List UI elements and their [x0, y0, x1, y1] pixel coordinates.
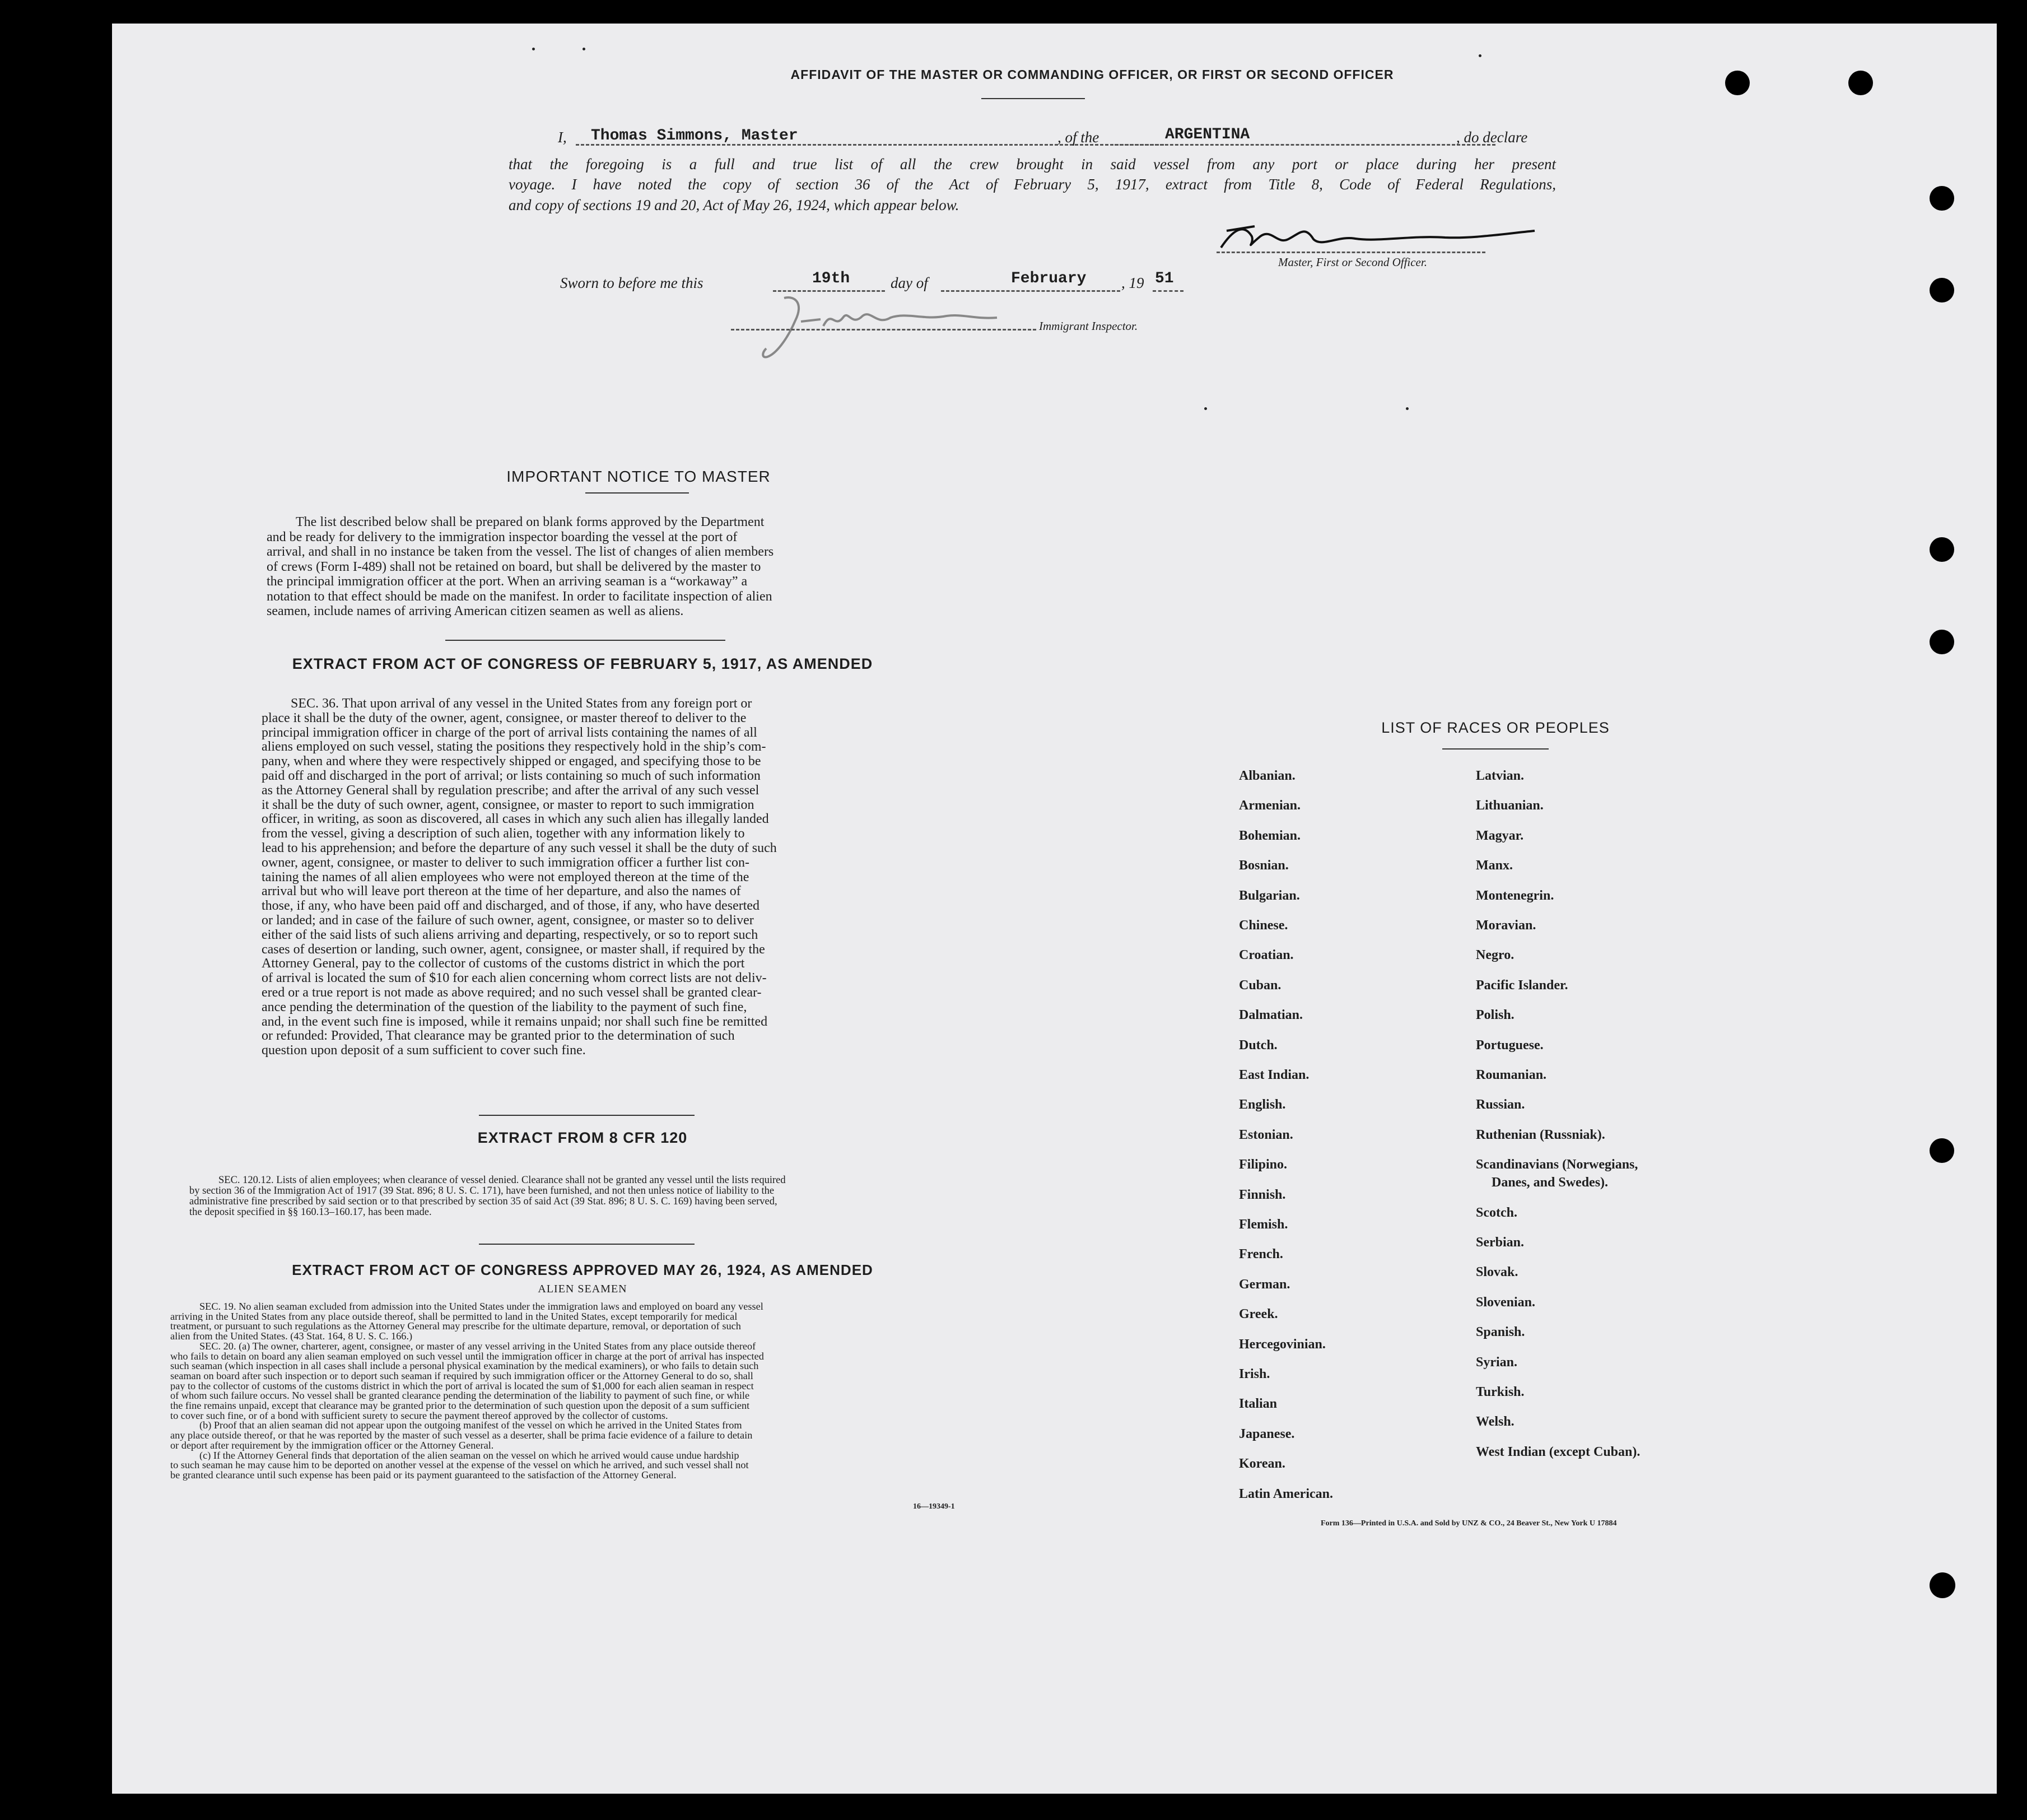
- race-entry: Greek.: [1239, 1307, 1278, 1322]
- text-line: either of the said lists of such aliens arriving and departing, respectively, or so to report such: [262, 928, 758, 942]
- text-line: by section 36 of the Immigration Act of 1917 (39 Stat. 896; 8 U. S. C. 171), have been furnished, and not then unless notice of liability to the: [189, 1186, 775, 1197]
- text-line: arrival, and shall in no instance be taken from the vessel. The list of changes of alien members: [267, 544, 774, 559]
- text-line: of arrival is located the sum of $10 for each alien concerning whom correct lists are not deliv-: [262, 971, 767, 986]
- text-line: from the vessel, giving a description of such alien, together with any information likely to: [262, 827, 745, 841]
- race-entry: Dutch.: [1239, 1037, 1278, 1053]
- binder-hole: [1930, 1572, 1955, 1598]
- text-line: and be ready for delivery to the immigration inspector boarding the vessel at the port of: [267, 529, 738, 544]
- race-entry: Bulgarian.: [1239, 888, 1300, 903]
- race-entry: Scandinavians (Norwegians,: [1476, 1157, 1638, 1172]
- cfr-heading: EXTRACT FROM 8 CFR 120: [477, 1129, 688, 1146]
- month-field: February: [1011, 270, 1087, 287]
- race-entry: Croatian.: [1239, 948, 1294, 963]
- race-entry: Magyar.: [1476, 828, 1524, 843]
- text-line: arriving in the United States from any place outside thereof, shall be permitted to land in the United States, except temporarily for medical: [170, 1311, 738, 1322]
- race-entry: Japanese.: [1239, 1426, 1295, 1441]
- race-entry: Lithuanian.: [1476, 798, 1544, 813]
- divider: [445, 640, 725, 641]
- text-line: notation to that effect should be made on the manifest. In order to facilitate inspection of alien: [267, 589, 772, 604]
- text-line: SEC. 19. No alien seaman excluded from admission into the United States under the immigration laws and employed on board any vessel: [199, 1302, 763, 1312]
- divider: [479, 1244, 695, 1245]
- inspector-caption: Immigrant Inspector.: [1039, 319, 1138, 333]
- text-line: place it shall be the duty of the owner, agent, consignee, or master thereof to deliver to the: [262, 711, 747, 725]
- race-entry: Latvian.: [1476, 769, 1525, 783]
- race-entry: Italian: [1239, 1397, 1278, 1412]
- divider: [981, 98, 1085, 99]
- affidavit-i: I,: [558, 129, 567, 146]
- signature-line: [1217, 252, 1485, 253]
- race-entry: Syrian.: [1476, 1354, 1518, 1370]
- divider: [585, 492, 689, 494]
- text-line: pany, when and where they were respectively shipped or engaged, and specifying those to be: [262, 755, 761, 769]
- race-entry: Welsh.: [1476, 1414, 1515, 1430]
- form-page: [112, 24, 1997, 1794]
- race-entry: English.: [1239, 1097, 1286, 1113]
- race-entry: Manx.: [1476, 858, 1513, 873]
- race-entry: Serbian.: [1476, 1235, 1525, 1250]
- text-line: alien from the United States. (43 Stat. 164, 8 U. S. C. 166.): [170, 1332, 413, 1342]
- text-line: question upon deposit of a sum sufficient to cover such fine.: [262, 1044, 586, 1058]
- year-prefix: , 19: [1121, 274, 1144, 291]
- race-entry: Chinese.: [1239, 918, 1288, 933]
- act1917-body: [262, 697, 898, 1058]
- race-entry: Portuguese.: [1476, 1037, 1544, 1053]
- race-entry: Danes, and Swedes).: [1492, 1175, 1609, 1190]
- race-entry: Montenegrin.: [1476, 888, 1554, 903]
- of-the-label: , of the: [1057, 129, 1099, 146]
- text-line: it shall be the duty of such owner, agent, consignee, or master to report to such immigration: [262, 798, 754, 812]
- text-line: any place outside thereof, or that he was reported by the master of such vessel as a deserter, shall be prima facie evidence of a failure to detain: [170, 1431, 753, 1441]
- text-line: the principal immigration officer at the port. When an arriving seaman is a “workaway” a: [267, 574, 748, 589]
- race-entry: Roumanian.: [1476, 1068, 1547, 1082]
- race-entry: West Indian (except Cuban).: [1476, 1444, 1641, 1459]
- text-line: The list described below shall be prepared on blank forms approved by the Department: [296, 515, 765, 529]
- race-entry: Filipino.: [1239, 1157, 1288, 1172]
- text-line: seaman on board after such inspection or to deport such seaman if required by such immigration officer or the Attorney General to do so, shall: [170, 1371, 753, 1381]
- speck: [583, 48, 585, 50]
- text-line: who fails to detain on board any alien seaman employed on such vessel until the immigration officer in charge at the port of arrival has inspected: [170, 1351, 764, 1362]
- races-heading: LIST OF RACES OR PEOPLES: [1381, 719, 1610, 736]
- text-line: lead to his apprehension; and before the departure of any such vessel it shall be the duty of such: [262, 841, 777, 855]
- text-line: or landed; and in case of the failure of such owner, agent, consignee, or master so to deliver: [262, 913, 754, 928]
- race-entry: Hercegovinian.: [1239, 1337, 1326, 1352]
- vessel-name-field: ARGENTINA: [1165, 126, 1250, 143]
- text-line: the deposit specified in §§ 160.13–160.17, has been made.: [189, 1207, 432, 1218]
- text-line: owner, agent, consignee, or master to deliver to such immigration officer a further list con-: [262, 855, 749, 870]
- text-line: cases of desertion or landing, such owner, agent, consignee, or master shall, if required by the: [262, 942, 765, 957]
- text-line: ance pending the determination of the question of the liability to the payment of such fine,: [262, 1000, 747, 1014]
- text-line: to such seaman he may cause him to be deported on another vessel at the expense of the vessel on which he arrived, and such vessel shall not: [170, 1460, 749, 1470]
- text-line: treatment, or pursuant to such regulations as the Attorney General may prescribe for the ultimate departure, removal, or deportation of such: [170, 1321, 741, 1332]
- sworn-label: Sworn to before me this: [560, 274, 703, 291]
- text-line: principal immigration officer in charge of the port of arrival lists containing the names of all: [262, 725, 757, 740]
- printer-footer: Form 136—Printed in U.S.A. and Sold by UNZ & CO., 24 Beaver St., New York U 17884: [1321, 1519, 1617, 1528]
- race-entry: East Indian.: [1239, 1068, 1310, 1082]
- binder-hole: [1930, 1138, 1954, 1163]
- race-entry: Scotch.: [1476, 1205, 1517, 1220]
- binder-hole: [1930, 278, 1954, 302]
- affidavit-line-4: and copy of sections 19 and 20, Act of May 26, 1924, which appear below.: [509, 197, 959, 213]
- race-entry: Slovenian.: [1476, 1295, 1536, 1310]
- text-line: or deport after requirement by the immigration officer or the Attorney General.: [170, 1440, 494, 1451]
- affidavit-line-2: that the foregoing is a full and true list of all the crew brought in said vessel from any port or place during her present: [509, 156, 1556, 173]
- affidavit-heading: AFFIDAVIT OF THE MASTER OR COMMANDING OFFICER, OR FIRST OR SECOND OFFICER: [790, 67, 1394, 82]
- divider: [1442, 748, 1549, 750]
- notice-heading: IMPORTANT NOTICE TO MASTER: [506, 468, 771, 485]
- text-line: SEC. 36. That upon arrival of any vessel in the United States from any foreign port or: [291, 697, 752, 711]
- text-line: of whom such failure occurs. No vessel shall be granted clearance pending the determination of the liability to payment of such fine, or while: [170, 1391, 750, 1402]
- text-line: officer, in writing, as soon as discovered, all cases in which any such alien has illegally landed: [262, 812, 769, 827]
- race-entry: Slovak.: [1476, 1265, 1518, 1280]
- text-line: SEC. 120.12. Lists of alien employees; when clearance of vessel denied. Clearance shall not be granted any vessel until the lists required: [218, 1175, 786, 1186]
- race-entry: Moravian.: [1476, 918, 1536, 933]
- year-field: 51: [1155, 270, 1174, 287]
- race-entry: Korean.: [1239, 1456, 1285, 1472]
- text-line: to cover such fine, or of a bond with sufficient surety to secure the payment thereof approved by the collector of customs.: [170, 1411, 668, 1421]
- act1924-heading: EXTRACT FROM ACT OF CONGRESS APPROVED MAY 26, 1924, AS AMENDED: [292, 1262, 873, 1278]
- race-entry: French.: [1239, 1247, 1283, 1262]
- text-line: taining the names of all alien employees who were not employed thereon at the time of the: [262, 870, 749, 885]
- do-declare-label: , do declare: [1456, 129, 1528, 146]
- text-line: and, in the event such fine is imposed, while it remains unpaid; nor shall such fine be remitted: [262, 1014, 768, 1029]
- race-entry: Cuban.: [1239, 978, 1282, 993]
- text-line: or refunded: Provided, That clearance may be granted prior to the determination of such: [262, 1029, 735, 1044]
- text-line: seamen, include names of arriving American citizen seamen as well as aliens.: [267, 604, 684, 618]
- race-entry: Turkish.: [1476, 1385, 1525, 1399]
- binder-hole: [1930, 630, 1954, 654]
- race-entry: Dalmatian.: [1239, 1008, 1303, 1023]
- race-entry: Flemish.: [1239, 1217, 1288, 1232]
- speck: [1406, 407, 1409, 410]
- year-line: [1153, 290, 1183, 292]
- text-line: (b) Proof that an alien seaman did not appear upon the outgoing manifest of the vessel on which he arrived in the United States from: [199, 1421, 742, 1431]
- officer-caption: Master, First or Second Officer.: [1278, 255, 1427, 269]
- race-entry: Albanian.: [1239, 769, 1296, 783]
- notice-body: [267, 515, 897, 619]
- act1924-subheading: ALIEN SEAMEN: [538, 1283, 627, 1295]
- race-entry: Pacific Islander.: [1476, 978, 1568, 993]
- text-line: be granted clearance until such expense has been paid or its payment guaranteed to the satisfaction of the Attorney General.: [170, 1470, 677, 1481]
- binder-hole: [1848, 71, 1873, 95]
- text-line: Attorney General, pay to the collector of customs of the customs district in which the port: [262, 957, 745, 971]
- text-line: pay to the collector of customs of the customs district in which the port of arrival is located the sum of $1,000 for each alien seaman in respect: [170, 1381, 754, 1391]
- race-entry: Spanish.: [1476, 1325, 1525, 1340]
- race-entry: German.: [1239, 1277, 1290, 1292]
- binder-hole: [1930, 537, 1954, 562]
- text-line: (c) If the Attorney General finds that deportation of the alien seaman on the vessel on which he arrived would cause undue hardship: [199, 1450, 739, 1461]
- race-entry: Irish.: [1239, 1367, 1270, 1381]
- race-entry: Finnish.: [1239, 1187, 1286, 1202]
- text-line: arrival but who will leave port thereon at the time of her departure, and also the names of: [262, 885, 741, 899]
- text-line: administrative fine prescribed by said section or to that prescribed by section 35 of said Act (39 Stat. 896; 8 U. S. C. 169) having been served,: [189, 1197, 777, 1207]
- race-entry: Bohemian.: [1239, 828, 1301, 843]
- text-line: aliens employed on such vessel, stating the positions they respectively hold in the ship’s com-: [262, 740, 766, 755]
- master-name-field: Thomas Simmons, Master: [591, 127, 798, 145]
- race-entry: Russian.: [1476, 1097, 1525, 1113]
- divider: [479, 1115, 695, 1116]
- text-line: those, if any, who have been paid off and discharged, and of those, if any, who have deserted: [262, 899, 760, 914]
- race-entry: Negro.: [1476, 948, 1515, 963]
- race-entry: Armenian.: [1239, 798, 1301, 813]
- race-entry: Latin American.: [1239, 1486, 1333, 1501]
- text-line: paid off and discharged in the port of arrival; or lists containing so much of such information: [262, 769, 761, 783]
- text-line: ered or a true report is not made as above required; and no such vessel shall be granted clear-: [262, 985, 762, 1000]
- race-entry: Ruthenian (Russniak).: [1476, 1127, 1605, 1142]
- form-number: 16—19349-1: [913, 1502, 955, 1511]
- speck: [532, 48, 535, 50]
- inspector-line: [731, 329, 1036, 331]
- act1924-body: [170, 1302, 980, 1481]
- day-field: 19th: [812, 270, 850, 287]
- affidavit-line-3: voyage. I have noted the copy of section 36 of the Act of February 5, 1917, extract from Title 8, Code of Federal Regulations,: [509, 176, 1556, 193]
- race-entry: Estonian.: [1239, 1127, 1293, 1142]
- speck: [1204, 407, 1207, 410]
- race-entry: Polish.: [1476, 1008, 1515, 1023]
- day-of-label: day of: [891, 274, 928, 291]
- text-line: as the Attorney General shall by regulation prescribe; and after the arrival of any such vessel: [262, 783, 759, 798]
- text-line: such seaman (which inspection in all cases shall include a personal physical examination by the medical examiners), or who fails to detain such: [170, 1361, 759, 1371]
- race-entry: Bosnian.: [1239, 858, 1289, 873]
- act1917-heading: EXTRACT FROM ACT OF CONGRESS OF FEBRUARY 5, 1917, AS AMENDED: [292, 655, 873, 672]
- binder-hole: [1930, 186, 1954, 211]
- cfr-body: [189, 1175, 979, 1218]
- text-line: of crews (Form I-489) shall not be retained on board, but shall be delivered by the master to: [267, 559, 761, 574]
- vessel-line: [1115, 144, 1495, 146]
- text-line: SEC. 20. (a) The owner, charterer, agent, consignee, or master of any vessel arriving in the United States from any place outside thereof: [199, 1341, 756, 1352]
- speck: [1479, 54, 1481, 57]
- binder-hole: [1725, 71, 1750, 95]
- text-line: the fine remains unpaid, except that clearance may be granted prior to the determination of such question upon the deposit of a sum sufficient: [170, 1401, 750, 1411]
